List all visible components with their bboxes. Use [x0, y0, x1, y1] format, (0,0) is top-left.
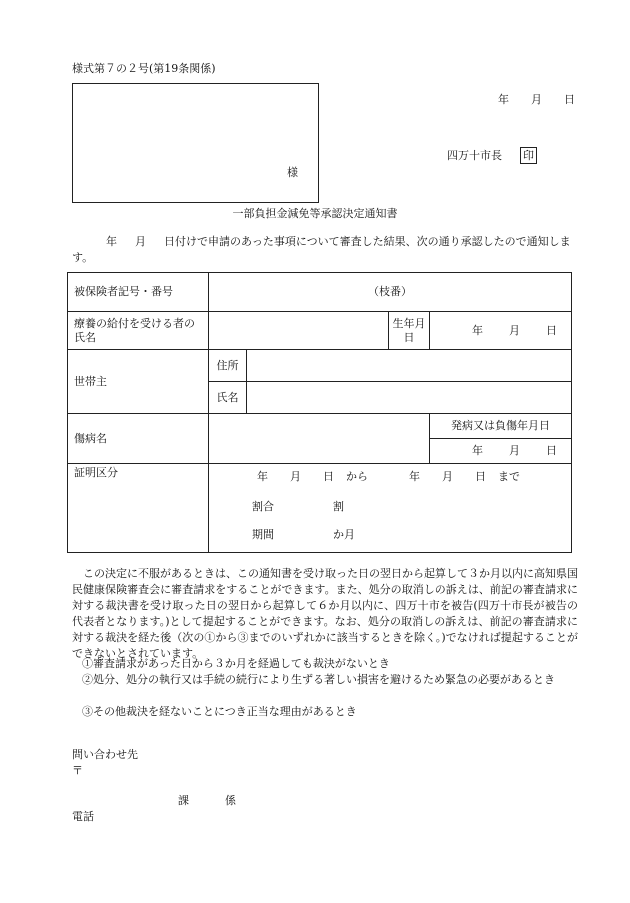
- intro-body: 日付けで申請のあった事項について審査した結果、次の通り承認したので通知します。: [72, 235, 571, 264]
- intro-year: 年: [106, 235, 117, 248]
- appeal-condition-3: ③その他裁決を経ないことにつき正当な理由があるとき: [82, 705, 357, 718]
- section-label: 課: [178, 794, 189, 807]
- address-cell: [247, 350, 572, 382]
- birth-month: 月: [509, 323, 520, 337]
- duration-label: 期間: [252, 528, 274, 541]
- from-label: から: [346, 470, 368, 483]
- birth-date-cell: [430, 312, 572, 350]
- recipient-name-label: 療養の給付を受ける者の氏名: [68, 312, 209, 350]
- onset-date-cell: [430, 439, 572, 464]
- recipient-name-cell: [209, 312, 389, 350]
- branch-number-label: （枝番）: [368, 285, 412, 298]
- intro-text: [72, 234, 578, 266]
- addressee-box: [72, 83, 319, 203]
- insured-number-cell: [209, 273, 572, 312]
- onset-year: 年: [472, 444, 483, 457]
- disease-label: 傷病名: [68, 414, 209, 464]
- period-from: 年 月 日 から: [257, 470, 368, 483]
- onset-month: 月: [509, 444, 520, 457]
- details-table: [67, 272, 572, 553]
- insured-number-label: 被保険者記号・番号: [68, 273, 209, 312]
- household-name-label: 氏名: [209, 382, 247, 414]
- household-head-label: 世帯主: [68, 350, 209, 414]
- period-to: 年 月 日 まで: [409, 470, 520, 483]
- ratio-label: 割合: [252, 500, 274, 513]
- appeal-condition-1: ①審査請求があった日から３か月を経過しても裁決がないとき: [82, 657, 390, 670]
- issue-year: 年: [498, 93, 509, 106]
- addressee-honorific: 様: [287, 166, 298, 179]
- issue-month: 月: [531, 93, 542, 106]
- disease-cell: [209, 414, 430, 464]
- duration-unit: か月: [333, 528, 355, 541]
- household-name-cell: [247, 382, 572, 414]
- form-number: 様式第７の２号(第19条関係): [72, 62, 216, 75]
- birth-year: 年: [472, 323, 483, 337]
- document-title: 一部負担金減免等承認決定通知書: [232, 207, 398, 220]
- birth-date-label: 生年月日: [389, 312, 430, 350]
- to-label: まで: [498, 470, 520, 483]
- ratio-unit: 割: [333, 500, 344, 513]
- certificate-type-label: 証明区分: [68, 464, 209, 553]
- certificate-type-cell: [209, 464, 572, 553]
- postal-mark: 〒: [72, 764, 83, 777]
- issuer-name: 四万十市長: [447, 149, 502, 162]
- seal-mark: 印: [520, 147, 537, 164]
- phone-label: 電話: [72, 810, 94, 823]
- appeal-condition-2: ②処分、処分の執行又は手続の続行により生ずる著しい損害を避けるため緊急の必要があるとき: [82, 673, 555, 686]
- address-label: 住所: [209, 350, 247, 382]
- appeal-notice: この決定に不服があるときは、この通知書を受け取った日の翌日から起算して３か月以内に高知県国民健康保険審査会に審査請求をすることができます。また、処分の取消しの訴えは、前記の審査請求に対する裁決書を受け取った日の翌日から起算して６か月以内に、四万十市を被告(四万十市長が被告の代表者となります。)として提起することができます。なお、処分の取消しの訴えは、前記の審査請求に対する裁決を経た後（次の①から③までのいずれかに該当するときを除く。)でなければ提起することができないとされています。: [72, 567, 578, 660]
- contact-label: 問い合わせ先: [72, 748, 138, 761]
- staff-label: 係: [225, 794, 236, 807]
- issuer: [447, 147, 537, 164]
- birth-day: 日: [546, 323, 557, 337]
- issue-date: [476, 91, 575, 107]
- onset-day: 日: [546, 444, 557, 457]
- onset-date-label: 発病又は負傷年月日: [430, 414, 572, 439]
- issue-day: 日: [564, 93, 575, 106]
- intro-month: 月: [135, 235, 146, 248]
